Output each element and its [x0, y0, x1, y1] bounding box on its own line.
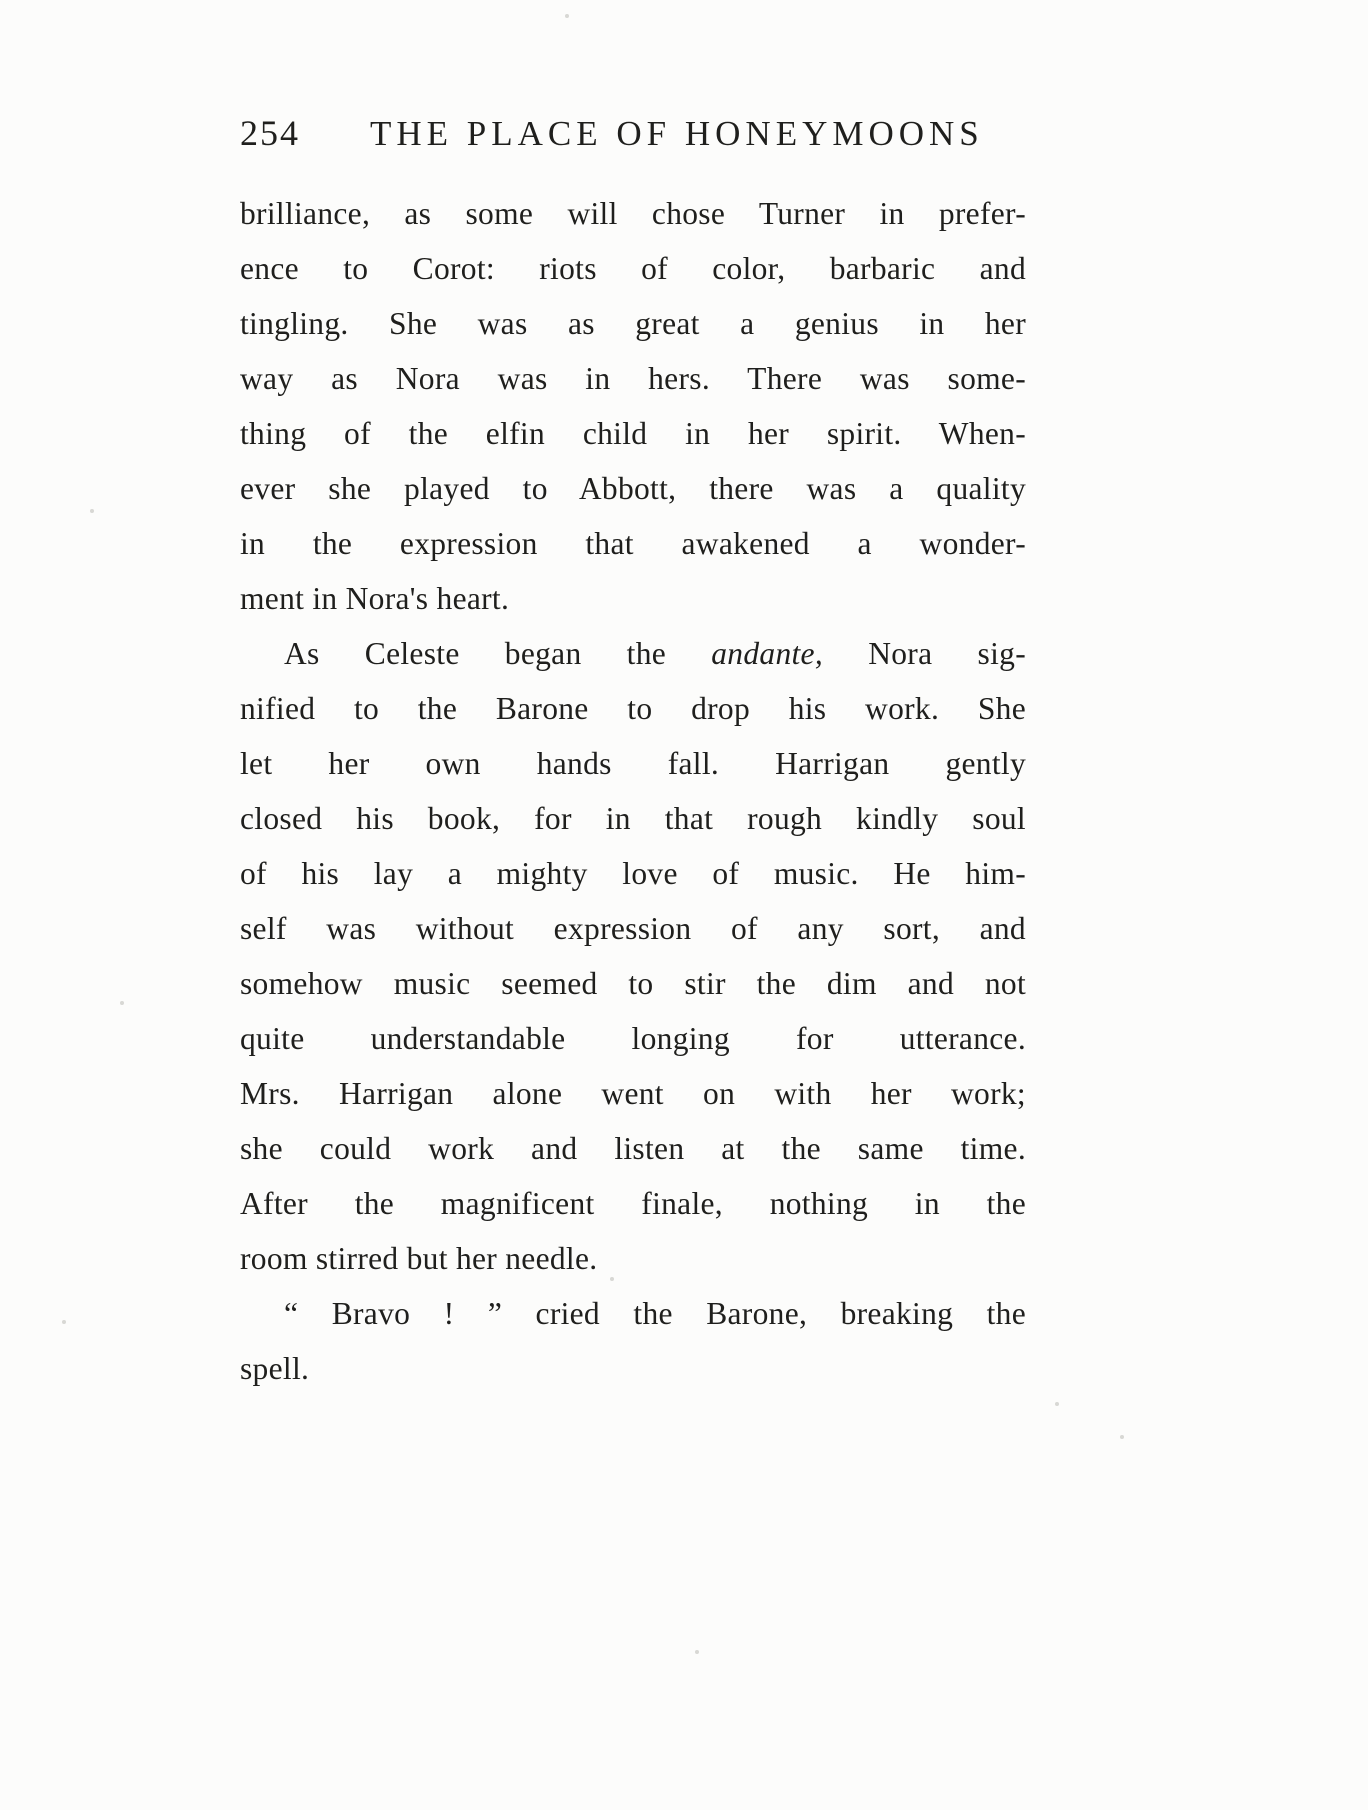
text-line: quite understandable longing for utterance. — [240, 1021, 1026, 1056]
text-line: Mrs. Harrigan alone went on with her work; — [240, 1076, 1026, 1111]
plain-text: As Celeste began the — [284, 636, 712, 671]
text-line: self was without expression of any sort, and — [240, 911, 1026, 946]
text-block — [240, 186, 1026, 1396]
paragraph — [240, 1286, 1026, 1396]
scan-speckle — [90, 509, 94, 513]
text-line: “ Bravo ! ” cried the Barone, breaking the — [284, 1296, 1026, 1331]
text-line: she could work and listen at the same time. — [240, 1131, 1026, 1166]
plain-text: Nora sig- — [823, 636, 1026, 671]
text-line: room stirred but her needle. — [240, 1241, 598, 1276]
page-number: 254 — [240, 113, 300, 153]
text-line: way as Nora was in hers. There was some- — [240, 361, 1026, 396]
text-line: nified to the Barone to drop his work. She — [240, 691, 1026, 726]
text-line: ever she played to Abbott, there was a quality — [240, 471, 1026, 506]
scan-speckle — [610, 1277, 614, 1281]
text-line: brilliance, as some will chose Turner in prefer- — [240, 196, 1026, 231]
text-line: tingling. She was as great a genius in her — [240, 306, 1026, 341]
text-line: ment in Nora's heart. — [240, 581, 510, 616]
scan-speckle — [695, 1650, 699, 1654]
text-line: spell. — [240, 1351, 310, 1386]
text-line: After the magnificent finale, nothing in the — [240, 1186, 1026, 1221]
running-title: THE PLACE OF HONEYMOONS — [370, 114, 984, 153]
text-line: closed his book, for in that rough kindly soul — [240, 801, 1026, 836]
text-line — [240, 626, 1026, 681]
text-line: ence to Corot: riots of color, barbaric and — [240, 251, 1026, 286]
scan-speckle — [120, 1001, 124, 1005]
paragraph — [240, 626, 1026, 1286]
scan-speckle — [565, 14, 569, 18]
scan-speckle — [1055, 1402, 1059, 1406]
scan-speckle — [62, 1320, 66, 1324]
text-line: thing of the elfin child in her spirit. When- — [240, 416, 1026, 451]
scan-speckle — [1120, 1435, 1124, 1439]
text-line: of his lay a mighty love of music. He him- — [240, 856, 1026, 891]
paragraph — [240, 186, 1026, 626]
italic-text: andante, — [711, 636, 824, 671]
text-line: somehow music seemed to stir the dim and not — [240, 966, 1026, 1001]
text-line: let her own hands fall. Harrigan gently — [240, 746, 1026, 781]
text-line: in the expression that awakened a wonder- — [240, 526, 1026, 561]
page-header — [240, 112, 1026, 154]
